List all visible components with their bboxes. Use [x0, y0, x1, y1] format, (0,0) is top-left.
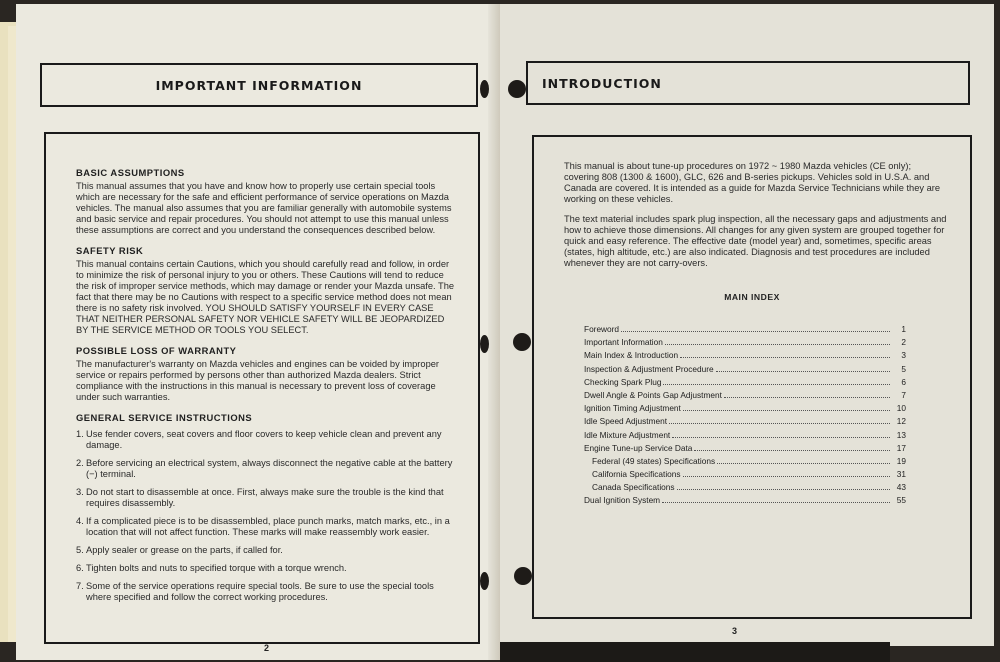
binder-hole-right-middle [513, 333, 531, 351]
left-page [16, 4, 506, 660]
list-item [76, 563, 456, 574]
right-page [500, 4, 994, 646]
index-entry [584, 416, 906, 429]
list-item [76, 487, 456, 509]
list-item-number: 1. [76, 429, 84, 439]
main-index-title: MAIN INDEX [724, 292, 780, 302]
right-header-title: INTRODUCTION [542, 75, 662, 91]
dot-leader [677, 489, 890, 490]
dot-leader [683, 476, 890, 477]
section-text-basic-assumptions: This manual assumes that you have and know how to properly use certain special tools which are necessary for the safe and efficient performance of service operations on Mazda vehicles. The manual also assumes that you are familiar generally with automobile systems and basic service and repair procedures. You should not attempt to use this manual unless these assumptions are correct and you understand the consequences described below. [76, 181, 452, 235]
left-header-title: IMPORTANT INFORMATION [155, 77, 363, 93]
index-entry-title: Foreword [584, 324, 620, 334]
list-item-number: 5. [76, 545, 84, 555]
index-entry [584, 364, 906, 377]
index-entry-page: 7 [901, 389, 906, 400]
index-entry [584, 350, 906, 363]
instructions-list [76, 429, 456, 603]
intro-paragraph-2: The text material includes spark plug inspection, all the necessary gaps and adjustments and how to achieve those dimensions. All changes for any given system are grouped together for quick and easy reference. The effective date (model year) and, sometimes, specific areas (states, high altitude, etc.) are also indicated. Diagnosis and test procedures are included whenever they are not carry-overs. [564, 214, 947, 268]
index-entry-page: 6 [901, 376, 906, 387]
index-entry-page: 2 [901, 337, 906, 348]
index-entry-title: Ignition Timing Adjustment [584, 403, 681, 414]
list-item [76, 458, 456, 480]
index-entry-page: 55 [896, 495, 906, 506]
binder-hole-right-top [508, 80, 526, 98]
binder-hole-left-top [480, 80, 489, 98]
section-title-warranty: POSSIBLE LOSS OF WARRANTY [76, 345, 237, 356]
index-entry [584, 377, 906, 390]
list-item-text: Use fender covers, seat covers and floor covers to keep vehicle clean and prevent any damage. [86, 429, 442, 450]
list-item-number: 3. [76, 487, 84, 497]
section-title-safety-risk: SAFETY RISK [76, 245, 144, 256]
index-entry-page: 19 [896, 455, 906, 466]
left-header-box [40, 63, 478, 107]
index-entry-title: Idle Mixture Adjustment [584, 429, 671, 440]
list-item-number: 2. [76, 458, 84, 468]
index-entry [584, 495, 906, 508]
index-entry-page: 10 [896, 403, 906, 414]
list-item [76, 545, 456, 556]
list-item [76, 581, 456, 603]
list-item-number: 4. [76, 516, 84, 526]
dot-leader [665, 344, 890, 345]
list-item-text: Some of the service operations require special tools. Be sure to use the special tools where specified and follow the correct working procedures. [86, 581, 434, 602]
dot-leader [717, 463, 890, 464]
dot-leader [672, 437, 890, 438]
index-entry-title: Dwell Angle & Points Gap Adjustment [584, 389, 722, 400]
index-entry [584, 469, 906, 482]
index-entry [584, 403, 906, 416]
left-page-number: 2 [264, 643, 270, 653]
left-content [76, 167, 456, 610]
index-entry-title: Inspection & Adjustment Procedure [584, 363, 714, 374]
index-entry [584, 390, 906, 403]
page-bottom-shadow [500, 642, 890, 662]
index-entry-title: Important Information [584, 337, 663, 348]
list-item-text: Tighten bolts and nuts to specified torque with a torque wrench. [86, 563, 347, 573]
index-entry-title: California Specifications [592, 469, 681, 480]
main-index-list [584, 324, 906, 509]
index-entry-page: 13 [896, 429, 906, 440]
index-entry-page: 3 [901, 350, 906, 361]
index-entry [584, 482, 906, 495]
introduction-text [564, 161, 948, 278]
index-entry-page: 43 [896, 482, 906, 493]
list-item-text: Do not start to disassemble at once. First, always make sure the trouble is the kind that requires disassembly. [86, 487, 444, 508]
dot-leader [669, 423, 890, 424]
dot-leader [716, 371, 890, 372]
index-entry-title: Dual Ignition System [584, 495, 661, 506]
right-page-number: 3 [732, 626, 738, 636]
index-entry-page: 31 [896, 469, 906, 480]
index-entry-title: Idle Speed Adjustment [584, 416, 668, 427]
dot-leader [724, 397, 890, 398]
index-entry [584, 337, 906, 350]
dot-leader [694, 450, 890, 451]
list-item-number: 6. [76, 563, 84, 573]
index-entry-title: Checking Spark Plug [584, 376, 662, 387]
dot-leader [663, 384, 890, 385]
list-item [76, 429, 456, 451]
index-entry-title: Engine Tune-up Service Data [584, 442, 693, 453]
index-entry-title: Canada Specifications [592, 482, 675, 493]
right-header-box [526, 61, 970, 105]
dot-leader [680, 357, 890, 358]
right-content-box [532, 135, 972, 619]
list-item-text: If a complicated piece is to be disassembled, place punch marks, match marks, etc., in a location that will not affect function. These marks will make reassembly work easier. [86, 516, 450, 537]
index-entry-page: 1 [901, 324, 906, 334]
section-text-warranty: The manufacturer's warranty on Mazda vehicles and engines can be voided by improper service or repairs performed by persons other than authorized Mazda dealers. Strict compliance with the instructions in this manual is necessary to prevent loss of coverage under such warranties. [76, 359, 440, 402]
list-item-number: 7. [76, 581, 84, 591]
list-item-text: Before servicing an electrical system, always disconnect the negative cable at the battery (−) terminal. [86, 458, 453, 479]
intro-paragraph-1: This manual is about tune-up procedures on 1972 ~ 1980 Mazda vehicles (CE only); covering 808 (1300 & 1600), GLC, 626 and B-series pickups. Vehicles sold in U.S.A. and Canada are covered. It is intended as a guide for Mazda Service Technicians while they are working on these vehicles. [564, 161, 941, 204]
section-text-safety-risk: This manual contains certain Cautions, which you should carefully read and follow, in order to minimize the risk of personal injury to you or others. These Cautions will tend to reduce the risk of improper service methods, which may damage or render your Mazda unsafe. The fact that there may be no Cautions with respect to a specific service method does not mean there is no safety risk involved. YOU SHOULD SATISFY YOURSELF IN EVERY CASE THAT NEITHER PERSONAL SAFETY NOR VEHICLE SAFETY WILL BE JEOPARDIZED BY THE SERVICE METHOD OR TOOLS YOU SELECT. [76, 259, 455, 335]
index-entry-title: Federal (49 states) Specifications [592, 455, 716, 466]
index-entry-page: 5 [901, 363, 906, 374]
left-content-box [44, 132, 480, 644]
section-title-general-instructions: GENERAL SERVICE INSTRUCTIONS [76, 412, 253, 423]
dot-leader [683, 410, 890, 411]
list-item-text: Apply sealer or grease on the parts, if called for. [86, 545, 283, 555]
binder-hole-left-middle [480, 335, 489, 353]
section-title-basic-assumptions: BASIC ASSUMPTIONS [76, 167, 185, 178]
index-entry [584, 430, 906, 443]
dot-leader [621, 331, 890, 332]
index-entry-title: Main Index & Introduction [584, 350, 679, 361]
binder-hole-left-bottom [480, 572, 489, 590]
index-entry-page: 17 [896, 442, 906, 453]
index-entry-page: 12 [896, 416, 906, 427]
index-entry [584, 456, 906, 469]
index-entry [584, 324, 906, 337]
dot-leader [662, 502, 890, 503]
index-entry [584, 443, 906, 456]
list-item [76, 516, 456, 538]
binder-hole-right-bottom [514, 567, 532, 585]
